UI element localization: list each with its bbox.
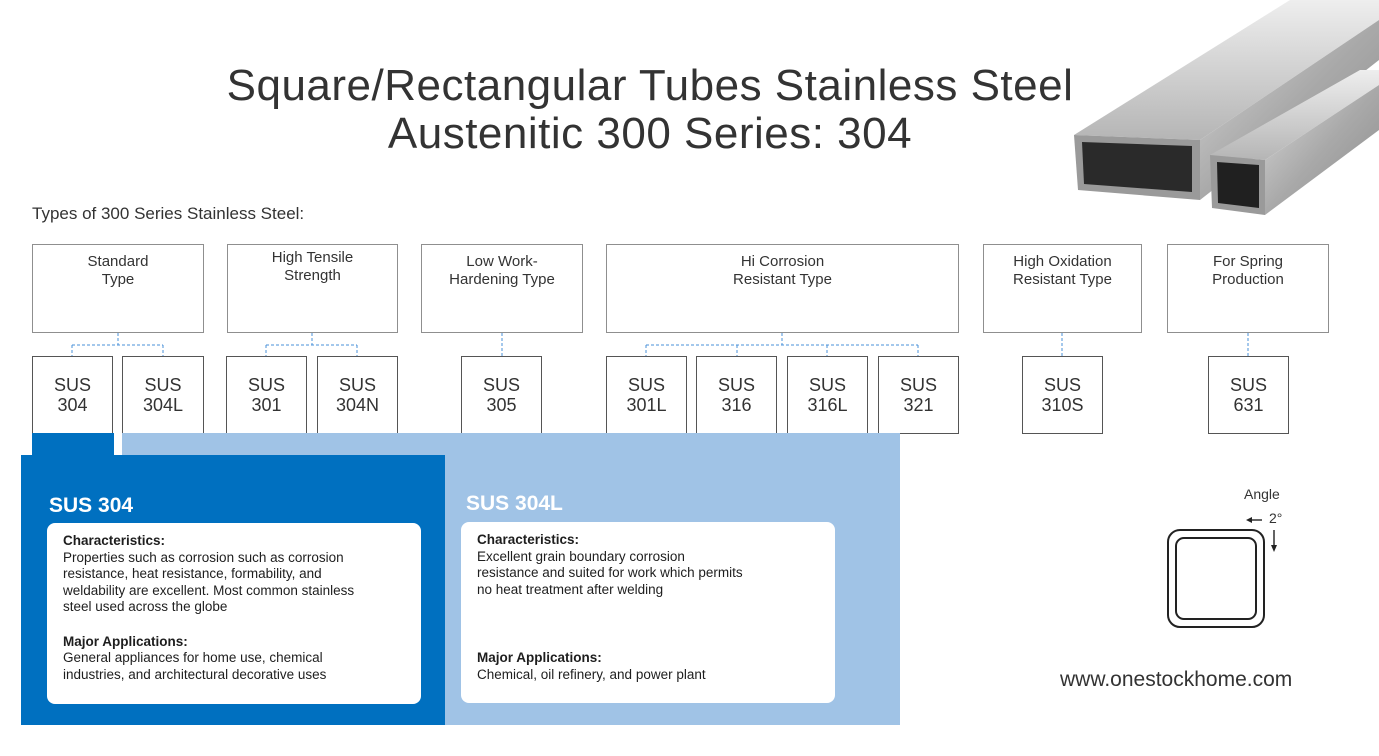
grade-number: 321 <box>903 395 934 415</box>
category-high-tensile-strength: High Tensile Strength <box>227 244 398 333</box>
angle-value: 2° <box>1269 510 1283 526</box>
sus-304-panel-tab <box>32 433 114 457</box>
grade-prefix: SUS <box>627 375 665 395</box>
angle-label: Angle <box>1244 486 1280 502</box>
tube-cross-section-diagram <box>1160 508 1300 634</box>
grade-number: 301L <box>626 395 667 415</box>
types-heading: Types of 300 Series Stainless Steel: <box>32 204 305 223</box>
applications-label: Major Applications: <box>63 633 188 649</box>
sus-304l-card <box>461 522 835 703</box>
grade-sus-631 <box>1208 356 1289 434</box>
characteristics-text: Properties such as corrosion such as corrosion resistance, heat resistance, formability, and weldability are excellent. Most common stainless steel used across the globe <box>63 549 355 614</box>
grade-number: 301 <box>251 395 282 415</box>
grade-prefix: SUS <box>247 375 285 395</box>
applications-label: Major Applications: <box>477 650 602 665</box>
category-high-oxidation-resistant: High Oxidation Resistant Type <box>983 244 1142 333</box>
grade-sus-304 <box>32 356 113 434</box>
grade-sus-305 <box>461 356 542 434</box>
grade-sus-316 <box>696 356 777 434</box>
grade-prefix: SUS <box>1229 375 1267 395</box>
title-line-1: Square/Rectangular Tubes Stainless Steel <box>226 61 1074 110</box>
grade-number: 316L <box>807 395 848 415</box>
sus-304l-panel-tab <box>122 433 204 445</box>
grade-prefix: SUS <box>53 375 91 395</box>
grade-number: 304N <box>335 395 380 415</box>
characteristics-text: Excellent grain boundary corrosion resistance and suited for work which permits no heat treatment after welding <box>477 548 743 597</box>
applications-text: General appliances for home use, chemical industries, and architectural decorative uses <box>63 650 327 682</box>
grade-number: 304 <box>57 395 88 415</box>
grade-prefix: SUS <box>717 375 755 395</box>
grade-number: 631 <box>1233 395 1264 415</box>
grade-number: 310S <box>1041 395 1084 415</box>
sus-304-card <box>47 523 421 704</box>
website-url: www.onestockhome.com <box>1060 668 1293 691</box>
grade-number: 304L <box>142 395 184 415</box>
grade-number: 316 <box>721 395 752 415</box>
characteristics-label: Characteristics: <box>477 532 580 547</box>
grade-prefix: SUS <box>338 375 376 395</box>
sus-304-heading: SUS 304 <box>49 494 134 517</box>
category-spring-production: For Spring Production <box>1167 244 1329 333</box>
grade-sus-301 <box>226 356 307 434</box>
grade-prefix: SUS <box>808 375 846 395</box>
grade-prefix: SUS <box>144 375 182 395</box>
grade-sus-321 <box>878 356 959 434</box>
category-standard-type: Standard Type <box>32 244 204 333</box>
grade-sus-316l <box>787 356 868 434</box>
category-connectors <box>0 0 1379 360</box>
category-hi-corrosion-resistant: Hi Corrosion Resistant Type <box>606 244 959 333</box>
characteristics-label: Characteristics: <box>63 533 166 548</box>
grade-number: 305 <box>486 395 517 415</box>
title-line-2: Austenitic 300 Series: 304 <box>387 109 913 158</box>
grade-sus-304l <box>122 356 204 434</box>
applications-text: Chemical, oil refinery, and power plant <box>477 666 706 682</box>
sus-304l-heading: SUS 304L <box>466 492 563 515</box>
grade-prefix: SUS <box>899 375 937 395</box>
grade-sus-304n <box>317 356 398 434</box>
grade-sus-310s <box>1022 356 1103 434</box>
category-low-work-hardening: Low Work- Hardening Type <box>421 244 583 333</box>
grade-sus-301l <box>606 356 687 434</box>
grade-prefix: SUS <box>482 375 520 395</box>
grade-prefix: SUS <box>1043 375 1081 395</box>
